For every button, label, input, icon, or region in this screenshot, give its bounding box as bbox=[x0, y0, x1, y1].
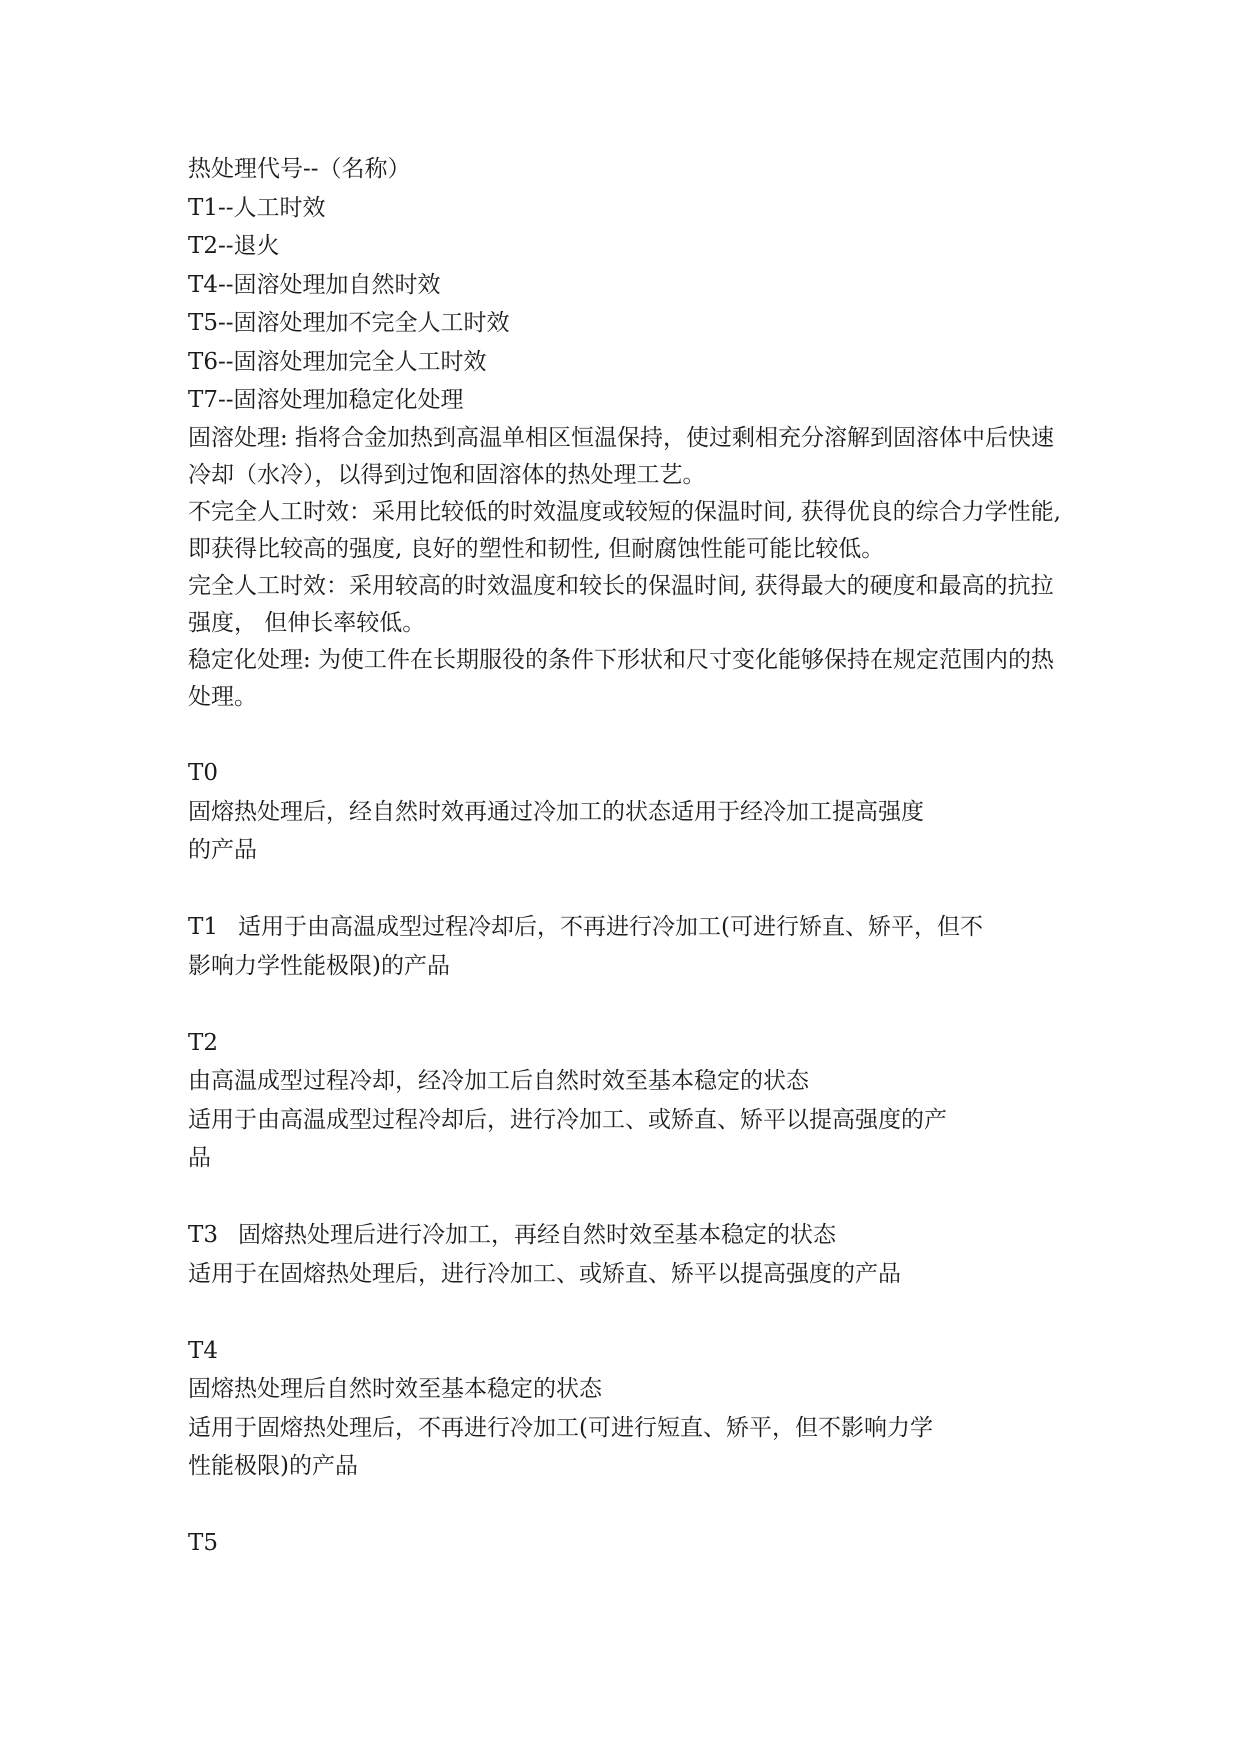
temper-code-t3: T3 bbox=[188, 1222, 218, 1248]
spacer bbox=[188, 1293, 1068, 1332]
temper-desc-t0-line1: 固熔热处理后，经自然时效再通过冷加工的状态适用于经冷加工提高强度 bbox=[188, 798, 924, 825]
definition-incomplete-aging: 不完全人工时效：采用比较低的时效温度或较短的保温时间, 获得优良的综合力学性能, 即获得比较高的强度, 良好的塑性和韧性, 但耐腐蚀性能可能比较低。 bbox=[188, 498, 1061, 562]
temper-desc-t3-line1: 固熔热处理后进行冷加工，再经自然时效至基本稳定的状态 bbox=[238, 1222, 836, 1248]
heading: 热处理代号--（名称） bbox=[188, 156, 411, 182]
code-item-t1: T1--人工时效 bbox=[188, 194, 326, 221]
temper-desc-t3-line2: 适用于在固熔热处理后，进行冷加工、或矫直、矫平以提高强度的产品 bbox=[188, 1260, 901, 1287]
definition-solution-treatment: 固溶处理: 指将合金加热到高温单相区恒温保持，使过剩相充分溶解到固溶体中后快速冷却（水冷），以得到过饱和固溶体的热处理工艺。 bbox=[188, 424, 1055, 488]
spacer bbox=[188, 985, 1068, 1024]
temper-t3-line1 bbox=[188, 1216, 1068, 1255]
spacer bbox=[188, 1486, 1068, 1525]
spacer bbox=[188, 716, 1068, 755]
code-item-t4: T4--固溶处理加自然时效 bbox=[188, 271, 441, 298]
code-item-t2: T2--退火 bbox=[188, 233, 280, 259]
temper-desc-t2-line1: 由高温成型过程冷却，经冷加工后自然时效至基本稳定的状态 bbox=[188, 1068, 809, 1094]
temper-desc-t0-line2: 的产品 bbox=[188, 837, 257, 863]
temper-desc-t2-line2: 适用于由高温成型过程冷却后，进行冷加工、或矫直、矫平以提高强度的产 bbox=[188, 1106, 947, 1133]
temper-desc-t2-line3: 品 bbox=[188, 1145, 211, 1171]
temper-code-t5: T5 bbox=[188, 1530, 218, 1556]
spacer bbox=[188, 870, 1068, 909]
temper-code-t4: T4 bbox=[188, 1337, 218, 1364]
temper-desc-t4-line3: 性能极限)的产品 bbox=[188, 1453, 358, 1479]
code-item-t6: T6--固溶处理加完全人工时效 bbox=[188, 348, 487, 375]
temper-code-t0: T0 bbox=[188, 760, 218, 786]
temper-desc-t4-line2: 适用于固熔热处理后，不再进行冷加工(可进行短直、矫平，但不影响力学 bbox=[188, 1414, 933, 1441]
temper-desc-t1-line2: 影响力学性能极限)的产品 bbox=[188, 952, 450, 979]
temper-t1-line1 bbox=[188, 908, 1068, 947]
document-page bbox=[188, 150, 1068, 1563]
temper-desc-t1-line1: 适用于由高温成型过程冷却后，不再进行冷加工(可进行矫直、矫平，但不 bbox=[238, 914, 983, 940]
temper-code-t2: T2 bbox=[188, 1029, 218, 1056]
code-item-t7: T7--固溶处理加稳定化处理 bbox=[188, 387, 464, 413]
spacer bbox=[188, 1178, 1068, 1217]
temper-desc-t4-line1: 固熔热处理后自然时效至基本稳定的状态 bbox=[188, 1376, 602, 1402]
code-item-t5: T5--固溶处理加不完全人工时效 bbox=[188, 310, 510, 336]
definition-complete-aging: 完全人工时效：采用较高的时效温度和较长的保温时间, 获得最大的硬度和最高的抗拉强度， 但伸长率较低。 bbox=[188, 572, 1054, 636]
definition-stabilization: 稳定化处理: 为使工件在长期服役的条件下形状和尺寸变化能够保持在规定范围内的热处理。 bbox=[188, 646, 1055, 710]
temper-code-t1: T1 bbox=[188, 914, 218, 940]
